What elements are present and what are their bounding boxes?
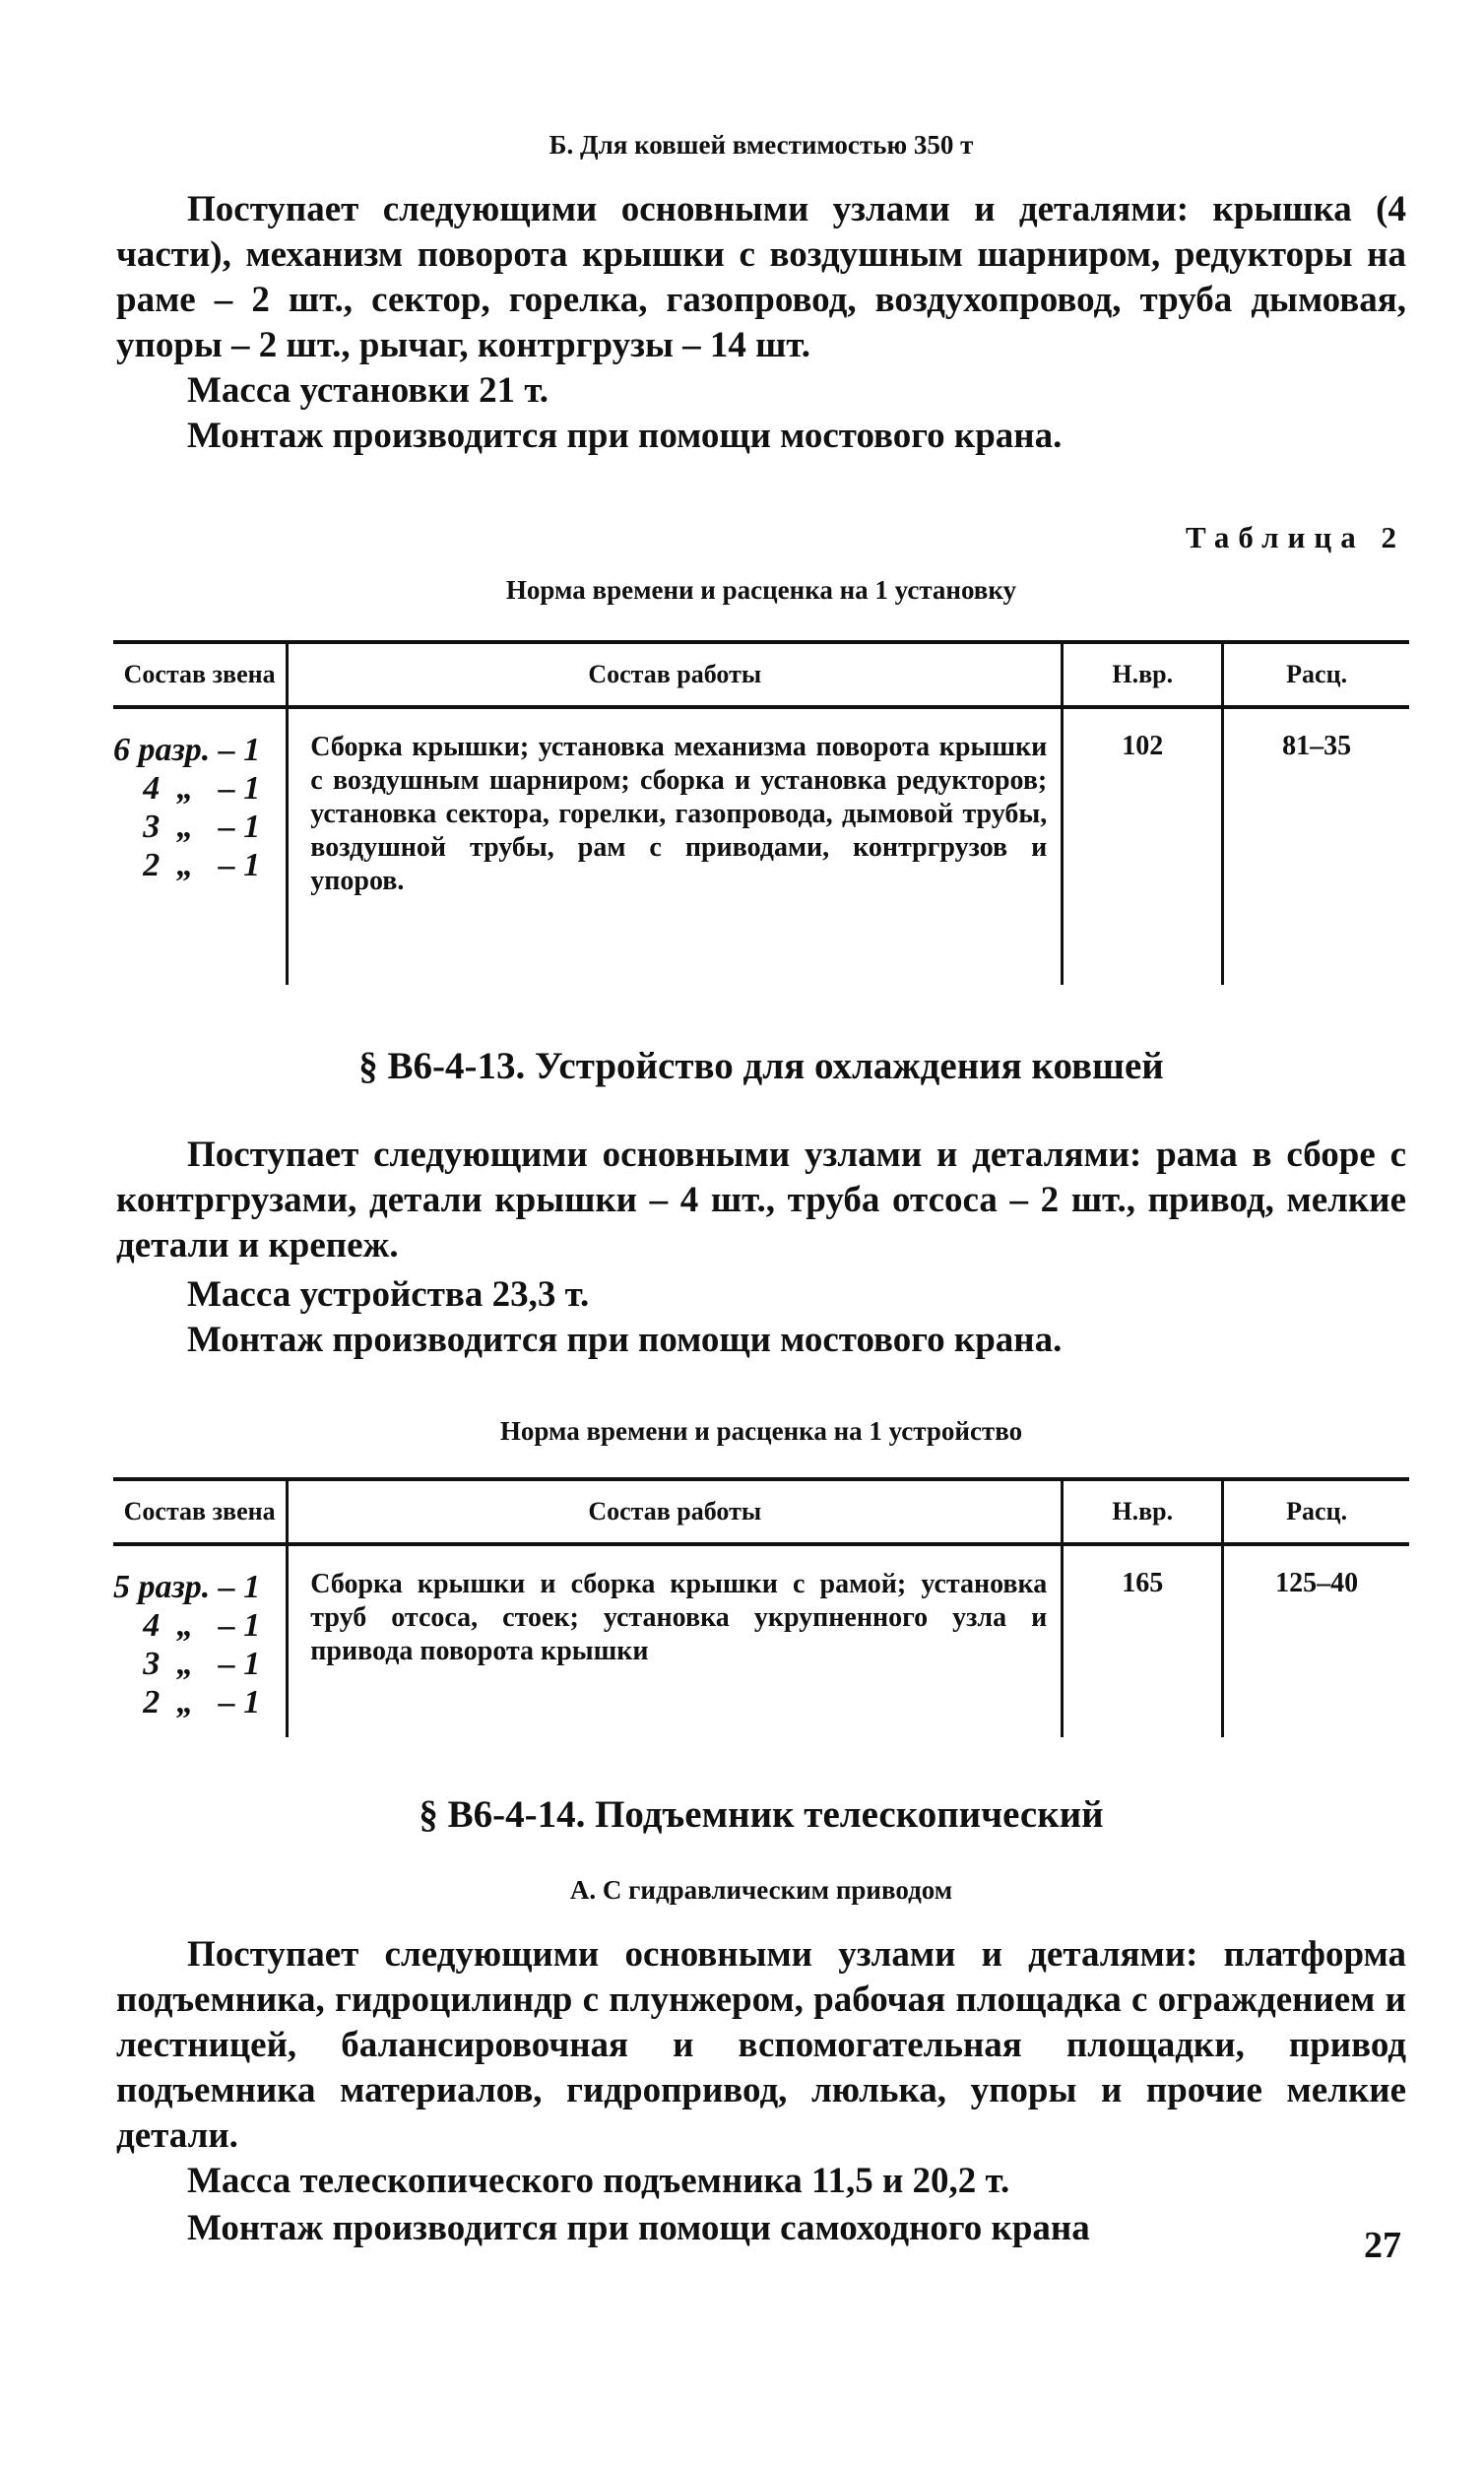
header-work: Состав работы — [288, 1479, 1063, 1544]
table-2-caption: Норма времени и расценка на 1 установку — [505, 575, 1017, 605]
crew-line: 6 разр. – 1 — [113, 732, 261, 768]
section-14-mass: Масса телескопического подъемника 11,5 и 20,2 т. — [187, 2161, 1010, 2201]
section-b-mass: Масса установки 21 т. — [187, 370, 549, 411]
crew-line: 2 „ – 1 — [143, 847, 261, 883]
section-13-mounting: Монтаж производится при помощи мостового крана. — [187, 1320, 1063, 1360]
table-3-caption: Норма времени и расценка на 1 устройство — [499, 1416, 1023, 1446]
section-b-mounting: Монтаж производится при помощи мостового крана. — [187, 416, 1063, 456]
crew-line: 5 разр. – 1 — [113, 1569, 261, 1605]
crew-line: 3 „ – 1 — [143, 809, 261, 845]
norm-table-3 — [113, 1477, 1409, 1737]
crew-cell — [113, 707, 288, 985]
header-rate: Расц. — [1223, 1479, 1409, 1544]
section-13-mass: Масса устройства 23,3 т. — [187, 1274, 590, 1315]
table-row — [113, 1544, 1409, 1737]
section-14-mounting: Монтаж производится при помощи самоходного крана — [187, 2208, 1090, 2248]
crew-cell — [113, 1544, 288, 1737]
table-2-label: Таблица 2 — [1186, 520, 1405, 554]
norm-table-2 — [113, 640, 1409, 985]
header-crew: Состав звена — [113, 642, 288, 707]
header-work: Состав работы — [288, 642, 1063, 707]
crew-line: 4 „ – 1 — [143, 1607, 261, 1644]
norm-cell: 165 — [1063, 1544, 1223, 1737]
page-number: 27 — [1364, 2225, 1401, 2266]
rate-cell: 125–40 — [1275, 1568, 1359, 1598]
section-b-heading: Б. Для ковшей вместимостью 350 т — [548, 130, 974, 160]
header-crew: Состав звена — [113, 1479, 288, 1544]
header-norm: Н.вр. — [1063, 642, 1223, 707]
table-row — [113, 707, 1409, 985]
crew-line: 2 „ – 1 — [143, 1684, 261, 1720]
section-13-paragraph: Поступает следующими основными узлами и деталями: рама в сборе с контргрузами, детали крышки – 4 шт., труба отсоса – 2 шт., привод, мелкие детали и крепеж. — [116, 1135, 1406, 1265]
crew-line: 3 „ – 1 — [143, 1646, 261, 1682]
crew-line: 4 „ – 1 — [143, 770, 261, 807]
section-13-title: § В6-4-13. Устройство для охлаждения ковшей — [358, 1045, 1164, 1087]
rate-cell: 81–35 — [1282, 731, 1352, 761]
work-cell: Сборка крышки; установка механизма поворота крышки с воздушным шарниром; сборка и установка редукторов; установка сектора, горелки, газопровода, дымовой трубы, воздушной трубы, рам с приводами, контргрузов и упоров. — [288, 707, 1063, 985]
section-14-paragraph: Поступает следующими основными узлами и деталями: платформа подъемника, гидроцилиндр с плунжером, рабочая площадка с ограждением и лестницей, балансировочная и вспомогательная площадки, привод подъемника материалов, гидропривод, люлька, упоры и прочие мелкие детали. — [116, 1934, 1406, 2156]
section-14-title: § В6-4-14. Подъемник телескопический — [419, 1793, 1104, 1836]
header-rate: Расц. — [1223, 642, 1409, 707]
norm-cell: 102 — [1063, 707, 1223, 985]
work-cell: Сборка крышки и сборка крышки с рамой; установка труб отсоса, стоек; установка укрупненного узла и привода поворота крышки — [288, 1544, 1063, 1737]
header-norm: Н.вр. — [1063, 1479, 1223, 1544]
section-14-subheading: А. С гидравлическим приводом — [569, 1875, 953, 1905]
section-b-paragraph: Поступает следующими основными узлами и деталями: крышка (4 части), механизм поворота крышки с воздушным шарниром, редукторы на раме – 2 шт., сектор, горелка, газопровод, воздухопровод, труба дымовая, упоры – 2 шт., рычаг, контргрузы – 14 шт. — [116, 189, 1406, 365]
table-header-row — [113, 642, 1409, 707]
table-header-row — [113, 1479, 1409, 1544]
